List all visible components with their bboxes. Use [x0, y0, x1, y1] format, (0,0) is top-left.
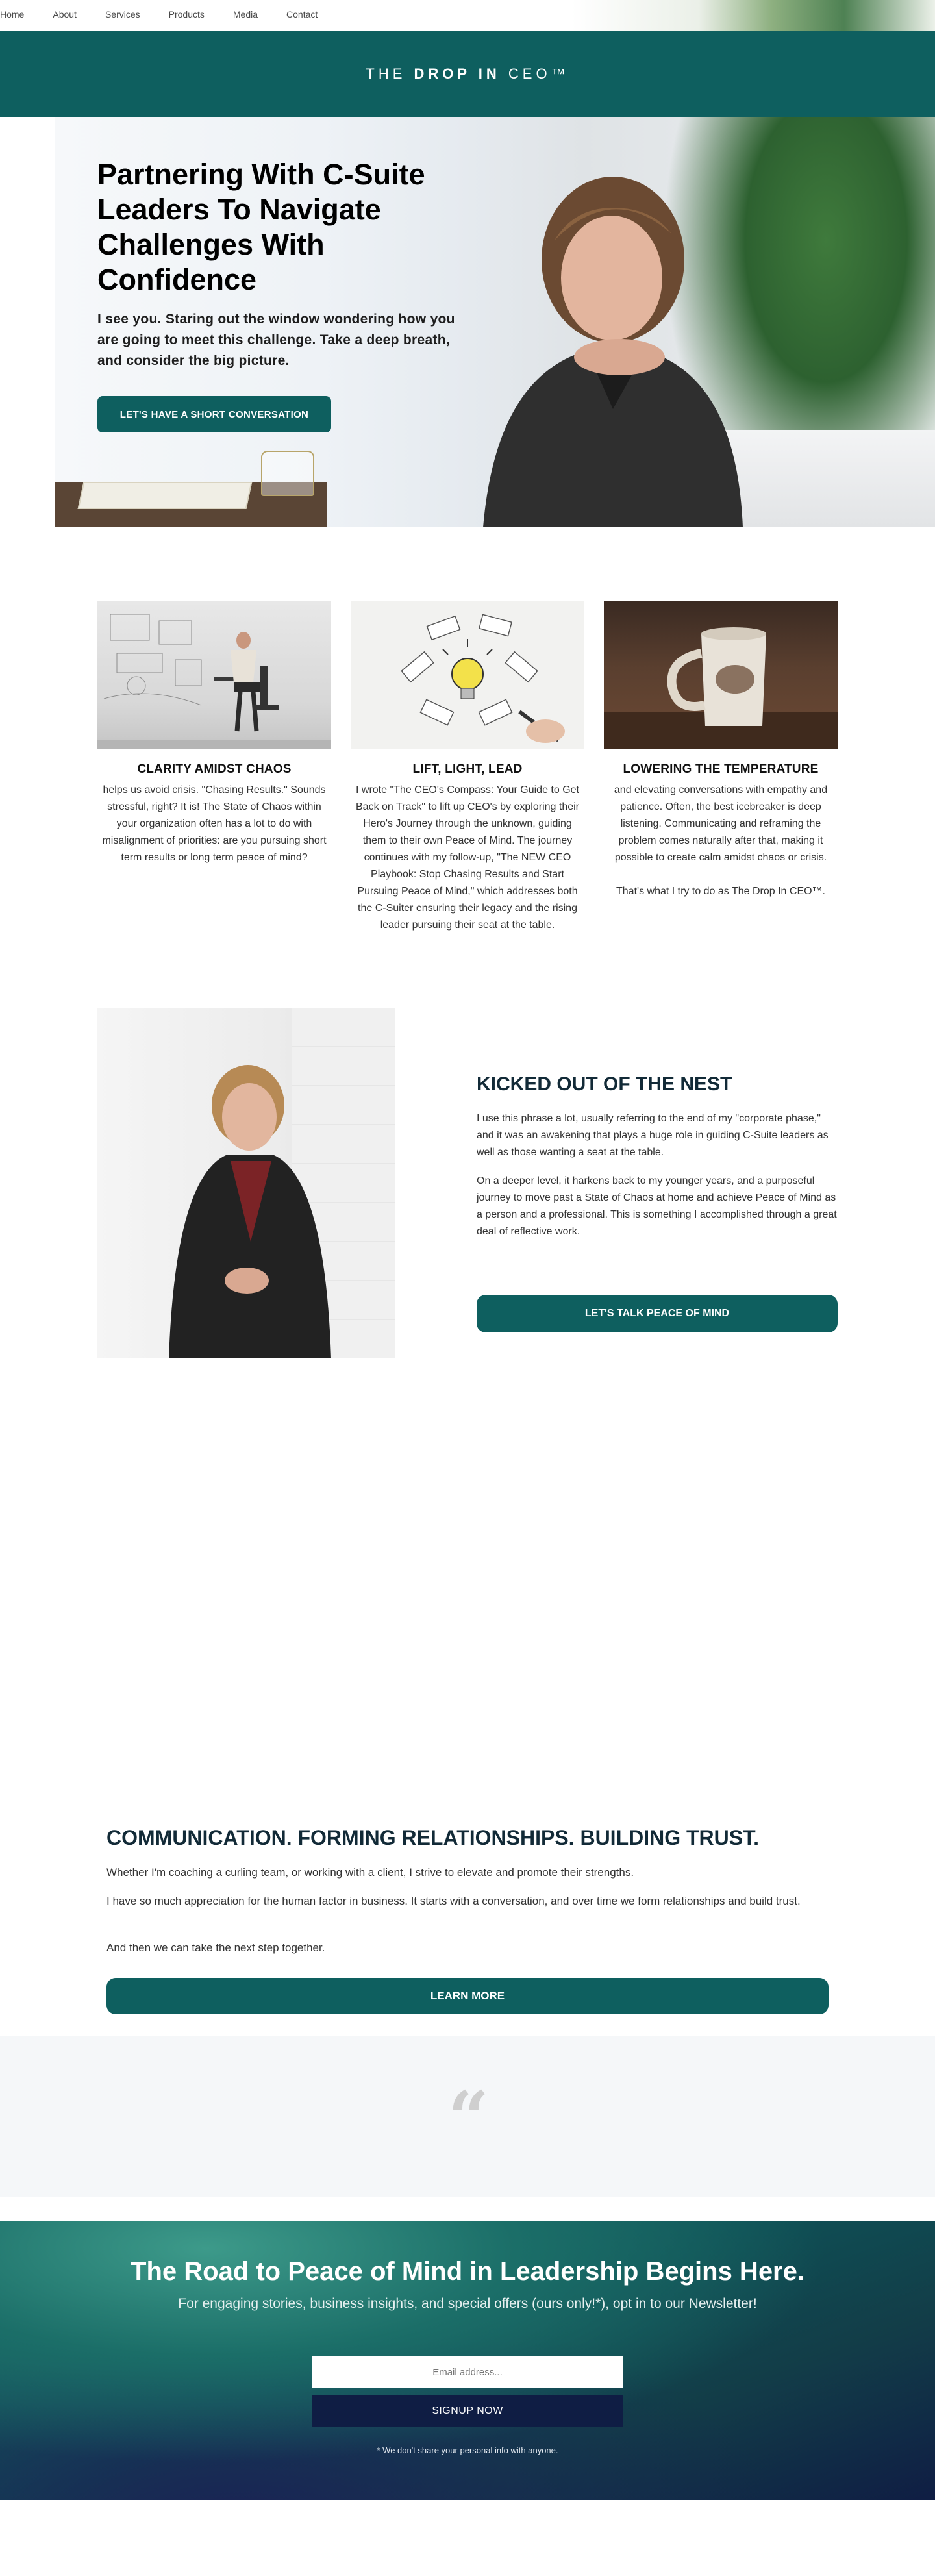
brand-bar	[0, 31, 935, 117]
feature-text-clarity: helps us avoid crisis. "Chasing Results." Sounds stressful, right? It is! The State of Chaos within your organization often has a lot to do with misalignment of priorities: are you pursuing short term results or long term peace of mind?	[102, 784, 327, 863]
communication-paragraph-1: Whether I'm coaching a curling team, or working with a client, I strive to elevate and promote their strengths.	[106, 1866, 634, 1879]
learn-more-button[interactable]: LEARN MORE	[106, 1978, 829, 2014]
feature-card-temperature	[604, 601, 838, 900]
nav-products[interactable]: Products	[168, 9, 205, 19]
talk-peace-of-mind-button[interactable]: LET'S TALK PEACE OF MIND	[477, 1295, 838, 1332]
hero-books-image	[78, 482, 253, 509]
features-section	[97, 601, 838, 971]
nav-home[interactable]: Home	[0, 9, 25, 19]
feature-text-lift: I wrote "The CEO's Compass: Your Guide to Get Back on Track" to lift up CEO's by exploring their Hero's Journey through the unknown, guiding them to their own Peace of Mind. The journey continues with my follow-up, "The NEW CEO Playbook: Stop Chasing Results and Start Pursuing Peace of Mind," which addresses both the C-Suiter ensuring their legacy and the rising leader pursuing their seat at the table.	[356, 784, 579, 931]
hero-title: Partnering With C-Suite Leaders To Navigate Challenges With Confidence	[97, 158, 425, 296]
feature-title-lift: LIFT, LIGHT, LEAD	[412, 762, 523, 776]
kicked-out-portrait	[97, 1008, 395, 1358]
portrait-illustration	[97, 1008, 395, 1358]
nav-plant-backdrop	[571, 0, 935, 31]
newsletter-subtitle: For engaging stories, business insights, and special offers (ours only!*), opt in to our Newsletter!	[178, 2296, 757, 2311]
nav-media[interactable]: Media	[232, 9, 258, 19]
privacy-note: * We don't share your personal info with anyone.	[377, 2445, 558, 2455]
hero-terrarium-image	[261, 451, 314, 496]
feature-card-clarity	[97, 601, 331, 866]
newsletter-section	[0, 2221, 935, 2500]
feature-image-mug	[604, 601, 838, 749]
hero-subtitle: I see you. Staring out the window wondering how you are going to meet this challenge. Take a deep breath, and consider the big picture.	[97, 312, 455, 368]
newsletter-title: The Road to Peace of Mind in Leadership Begins Here.	[131, 2257, 804, 2286]
brand-suffix: CEO™	[500, 66, 569, 82]
office-sketch-illustration	[97, 601, 331, 749]
feature-text-temperature: and elevating conversations with empathy and patience. Often, the best icebreaker is deep listening. Communicating and reframing the problem comes naturally after that, making it possible to create calm amidst chaos or crisis.	[614, 784, 828, 863]
feature-title-clarity: CLARITY AMIDST CHAOS	[137, 762, 292, 776]
communication-title: COMMUNICATION. FORMING RELATIONSHIPS. BUILDING TRUST.	[106, 1826, 759, 1849]
nav-links	[0, 9, 346, 19]
feature-image-bulb	[351, 601, 584, 749]
communication-paragraph-2: I have so much appreciation for the human factor in business. It starts with a conversation, and over time we form relationships and build trust.	[106, 1895, 801, 1907]
feature-text-temperature-closing: That's what I try to do as The Drop In CEO™.	[616, 886, 825, 897]
quote-icon: “	[448, 2075, 490, 2159]
nav-services[interactable]: Services	[105, 9, 140, 19]
hero-portrait	[457, 162, 756, 527]
nav-about[interactable]: About	[53, 9, 77, 19]
signup-button[interactable]: SIGNUP NOW	[312, 2395, 623, 2427]
feature-card-lift	[351, 601, 584, 934]
testimonial-section	[0, 2036, 935, 2197]
feature-title-temperature: LOWERING THE TEMPERATURE	[623, 762, 819, 776]
coffee-mug-illustration	[604, 601, 838, 749]
brand-prefix: THE	[366, 66, 414, 82]
kicked-out-paragraph-2: On a deeper level, it harkens back to my younger years, and a purposeful journey to move past a State of Chaos at home and achieve Peace of Mind as a person and a professional. This is something I accomplished through a great deal of reflective work.	[477, 1175, 837, 1237]
brand-logo[interactable]	[366, 66, 569, 82]
communication-paragraph-3: And then we can take the next step together.	[106, 1942, 325, 1954]
feature-image-office	[97, 601, 331, 749]
kicked-out-title: KICKED OUT OF THE NEST	[477, 1073, 732, 1095]
short-conversation-button[interactable]: LET'S HAVE A SHORT CONVERSATION	[97, 396, 331, 432]
lightbulb-sketch-illustration	[351, 601, 584, 749]
hero-section	[55, 117, 935, 527]
nav-contact[interactable]: Contact	[286, 9, 318, 19]
top-nav	[0, 0, 935, 31]
email-input[interactable]	[312, 2356, 623, 2388]
brand-highlight: DROP IN	[414, 66, 501, 82]
kicked-out-paragraph-1: I use this phrase a lot, usually referring to the end of my "corporate phase," and it was an awakening that plays a huge role in guiding C-Suite leaders as well as those wanting a seat at the table.	[477, 1113, 829, 1158]
